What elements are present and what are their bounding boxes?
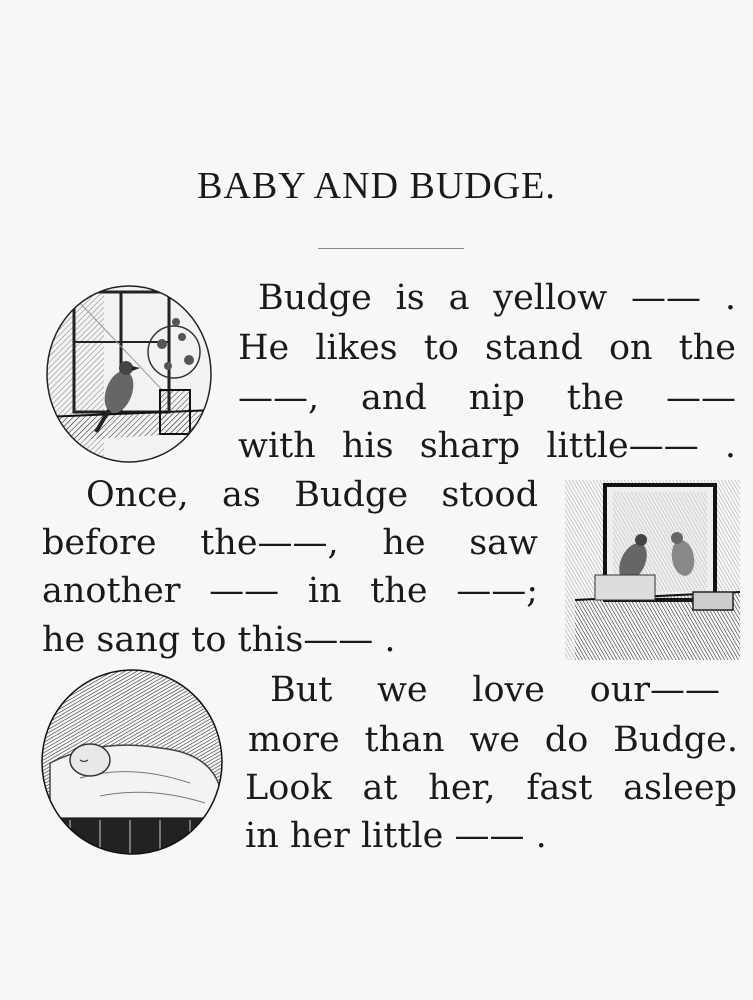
canary-at-mirror-icon bbox=[565, 480, 740, 660]
text-line-3: ——, and nip the —— bbox=[238, 378, 736, 418]
text-line-5: Once, as Budge stood bbox=[86, 475, 538, 515]
text-line-9: But we love our—— bbox=[270, 670, 720, 710]
text-line-12: in her little —— . bbox=[245, 816, 547, 856]
text-line-8: he sang to this—— . bbox=[42, 620, 396, 660]
sleeping-baby-icon bbox=[40, 668, 224, 856]
text-line-10: more than we do Budge. bbox=[248, 720, 738, 760]
text-line-1: Budge is a yellow —— . bbox=[258, 278, 736, 318]
text-line-11: Look at her, fast asleep bbox=[245, 768, 737, 808]
text-line-7: another —— in the ——; bbox=[42, 571, 538, 611]
text-line-2: He likes to stand on the bbox=[238, 328, 736, 368]
text-line-6: before the——, he saw bbox=[42, 523, 538, 563]
canary-on-windowsill-icon bbox=[44, 282, 214, 468]
page-title: BABY AND BUDGE. bbox=[197, 165, 556, 207]
title-rule bbox=[318, 248, 464, 249]
text-line-4: with his sharp little—— . bbox=[238, 426, 736, 466]
